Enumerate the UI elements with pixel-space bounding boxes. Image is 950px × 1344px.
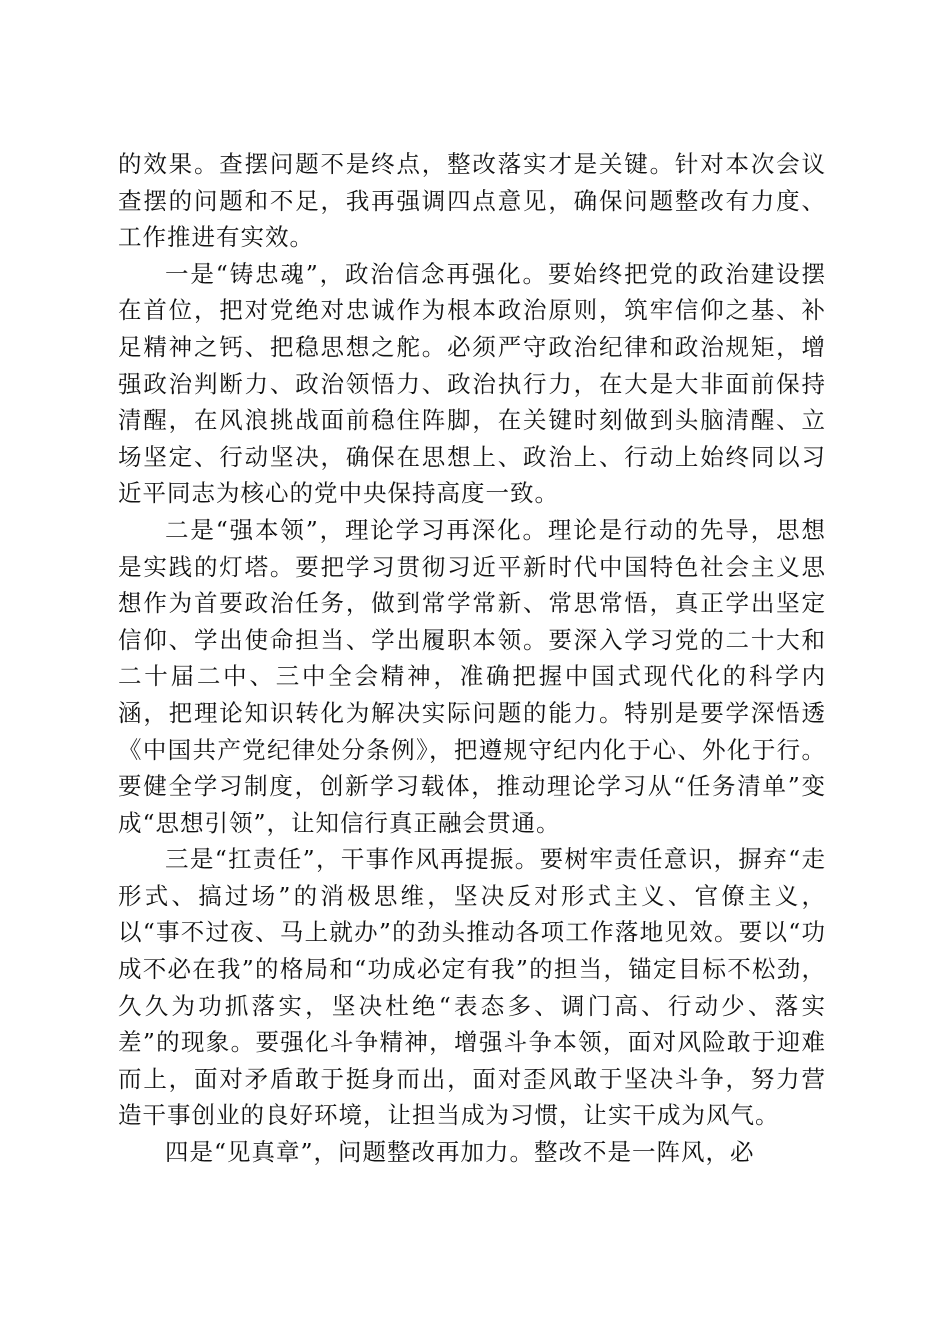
paragraph-point-three: 三是“扛责任”，干事作风再提振。要树牢责任意识，摒弃“走形式、搞过场”的消极思维，坚决反对形式主义、官僚主义，以“事不过夜、马上就办”的劲头推动各项工作落地见效。要以“功成不必在我”的格局和“功成必定有我”的担当，锚定目标不松劲，久久为功抓落实，坚决杜绝“表态多、调门高、行动少、落实差”的现象。要强化斗争精神，增强斗争本领，面对风险敢于迎难而上，面对矛盾敢于挺身而出，面对歪风敢于坚决斗争，努力营造干事创业的良好环境，让担当成为习惯，让实干成为风气。 (118, 845, 826, 1130)
paragraph-point-two: 二是“强本领”，理论学习再深化。理论是行动的先导，思想是实践的灯塔。要把学习贯彻习近平新时代中国特色社会主义思想作为首要政治任务，做到常学常新、常思常悟，真正学出坚定信仰、学出使命担当、学出履职本领。要深入学习党的二十大和二十届二中、三中全会精神，准确把握中国式现代化的科学内涵，把理论知识转化为解决实际问题的能力。特别是要学深悟透《中国共产党纪律处分条例》，把遵规守纪内化于心、外化于行。要健全学习制度，创新学习载体，推动理论学习从“任务清单”变成“思想引领”，让知信行真正融会贯通。 (118, 515, 826, 837)
paragraph-continuation: 的效果。查摆问题不是终点，整改落实才是关键。针对本次会议查摆的问题和不足，我再强调四点意见，确保问题整改有力度、工作推进有实效。 (118, 150, 826, 252)
document-body (118, 146, 826, 1171)
paragraph-point-four: 四是“见真章”，问题整改再加力。整改不是一阵风，必 (165, 1138, 755, 1167)
paragraph-point-one: 一是“铸忠魂”，政治信念再强化。要始终把党的政治建设摆在首位，把对党绝对忠诚作为根本政治原则，筑牢信仰之基、补足精神之钙、把稳思想之舵。必须严守政治纪律和政治规矩，增强政治判断力、政治领悟力、政治执行力，在大是大非面前保持清醒，在风浪挑战面前稳住阵脚，在关键时刻做到头脑清醒、立场坚定、行动坚决，确保在思想上、政治上、行动上始终同以习近平同志为核心的党中央保持高度一致。 (118, 259, 826, 508)
